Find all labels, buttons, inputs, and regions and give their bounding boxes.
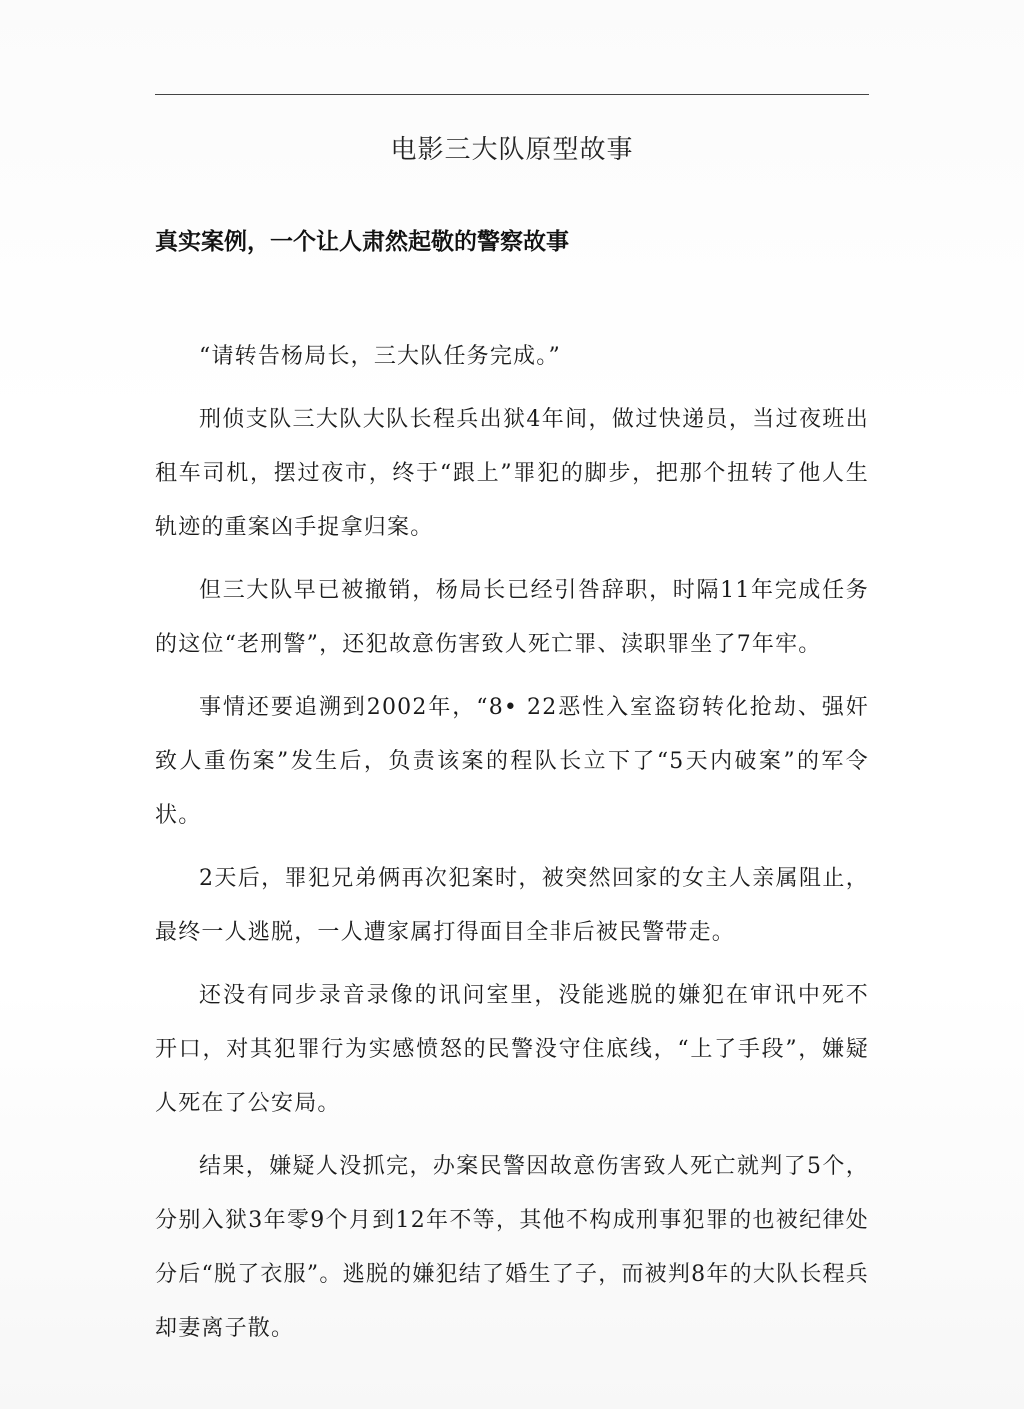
paragraph-5: 2天后，罪犯兄弟俩再次犯案时，被突然回家的女主人亲属阻止，最终一人逃脱，一人遭家属打得面目全非后被民警带走。	[155, 866, 869, 945]
document-title: 电影三大队原型故事	[390, 135, 634, 165]
document-subtitle: 真实案例，一个让人肃然起敬的警察故事	[155, 229, 569, 255]
article-body	[155, 330, 869, 1365]
paragraph-7: 结果，嫌疑人没抓完，办案民警因故意伤害致人死亡就判了5个，分别入狱3年零9个月到12年不等，其他不构成刑事犯罪的也被纪律处分后“脱了衣服”。逃脱的嫌犯结了婚生了子，而被判8年的大队长程兵却妻离子散。	[155, 1154, 869, 1341]
paragraph-6: 还没有同步录音录像的讯问室里，没能逃脱的嫌犯在审讯中死不开口，对其犯罪行为实感愤怒的民警没守住底线，“上了手段”，嫌疑人死在了公安局。	[155, 983, 869, 1116]
paragraph-4: 事情还要追溯到2002年，“8• 22恶性入室盗窃转化抢劫、强奸致人重伤案”发生后，负责该案的程队长立下了“5天内破案”的军令状。	[155, 695, 869, 828]
header-divider	[155, 94, 869, 95]
paragraph-2: 刑侦支队三大队大队长程兵出狱4年间，做过快递员，当过夜班出租车司机，摆过夜市，终于“跟上”罪犯的脚步，把那个扭转了他人生轨迹的重案凶手捉拿归案。	[155, 407, 869, 540]
paragraph-3: 但三大队早已被撤销，杨局长已经引咎辞职，时隔11年完成任务的这位“老刑警”，还犯故意伤害致人死亡罪、渎职罪坐了7年牢。	[155, 578, 869, 657]
paragraph-1: “请转告杨局长，三大队任务完成。”	[199, 344, 561, 369]
